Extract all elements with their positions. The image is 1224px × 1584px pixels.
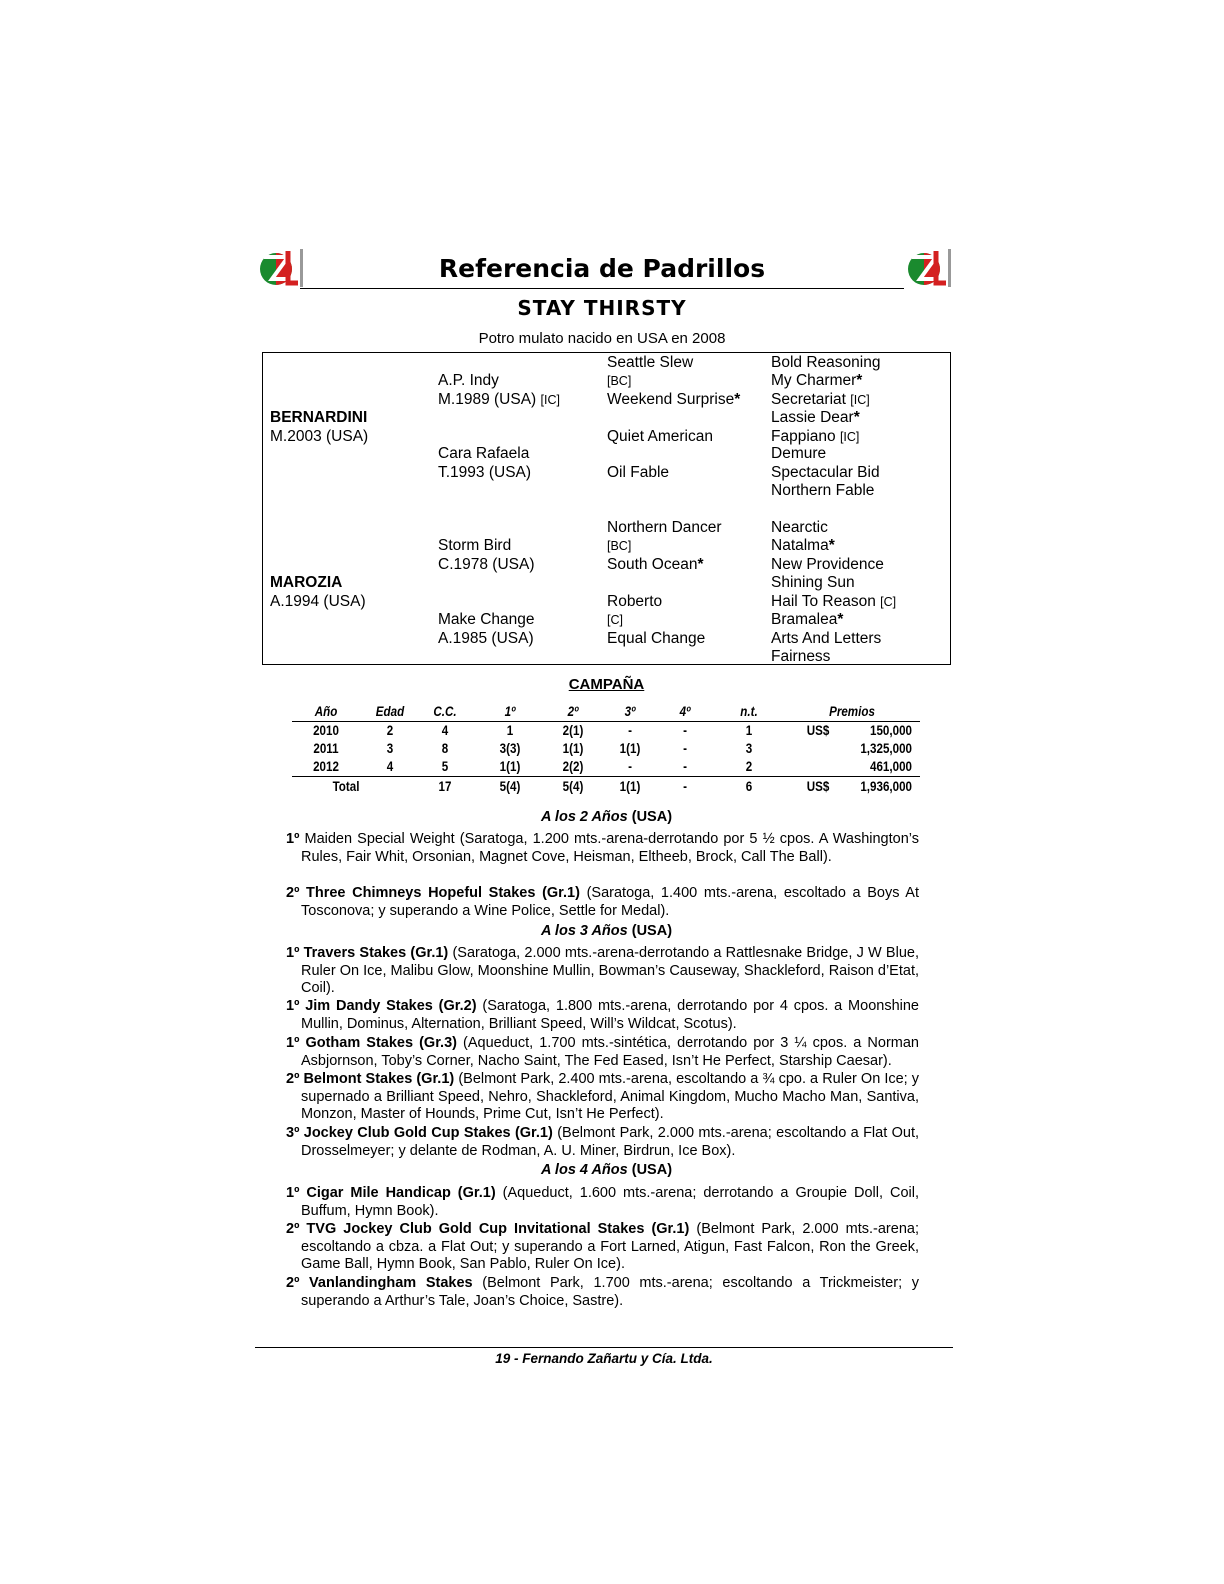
campaign-cell: US$ bbox=[806, 723, 830, 738]
g4-name: Bold Reasoning bbox=[771, 354, 881, 371]
race-name: Jockey Club Gold Cup Stakes (Gr.1) bbox=[303, 1125, 553, 1141]
campaign-cell: C.C. bbox=[433, 704, 457, 719]
campaign-cell: 1(1) bbox=[499, 759, 521, 774]
dam-sire-info: C.1978 (USA) bbox=[438, 556, 535, 573]
header-divider bbox=[300, 288, 904, 289]
campaign-cell: 461,000 bbox=[870, 759, 912, 774]
g4-name: Spectacular Bid bbox=[771, 464, 880, 481]
race-place: 1º bbox=[286, 831, 300, 847]
race-entry bbox=[286, 1125, 919, 1160]
g4-name: Nearctic bbox=[771, 519, 828, 536]
campaign-cell: 1(1) bbox=[619, 741, 641, 756]
campaign-cell: - bbox=[683, 759, 687, 774]
race-details: (Aqueduct, 1.600 mts.-arena; derrotando a Groupie Doll, Coil, Buffum, Hymn Book). bbox=[301, 1185, 920, 1219]
campaign-cell: Premios bbox=[829, 704, 875, 719]
race-place: 1º bbox=[286, 1185, 300, 1201]
race-entry bbox=[286, 998, 919, 1033]
section-age: A los 2 Años bbox=[540, 809, 628, 825]
section-title bbox=[262, 809, 951, 825]
sire-sire-name: A.P. Indy bbox=[438, 372, 499, 389]
campaign-cell: 2 bbox=[745, 759, 753, 774]
campaign-title: CAMPAÑA bbox=[568, 676, 645, 693]
section-country: (USA) bbox=[631, 809, 673, 825]
campaign-cell: 4 bbox=[386, 759, 394, 774]
campaign-cell: 5(4) bbox=[499, 779, 521, 794]
campaign-cell: - bbox=[683, 779, 687, 794]
race-details: Maiden Special Weight (Saratoga, 1.200 mts.-arena-derrotando por 5 ½ cpos. A Washington’s Rules, Fair Whit, Orsonian, Magnet Cove, Heisman, Eltheeb, Brock, Call The Ball). bbox=[301, 831, 919, 865]
campaign-cell: Año bbox=[314, 704, 338, 719]
campaign-cell: Edad bbox=[375, 704, 405, 719]
g4-name: Arts And Letters bbox=[771, 630, 882, 647]
sire-dam-name: Cara Rafaela bbox=[438, 445, 530, 462]
campaign-cell: 5(4) bbox=[562, 779, 584, 794]
dam-dam-info: A.1985 (USA) bbox=[438, 630, 534, 647]
campaign-cell: 1(1) bbox=[619, 779, 641, 794]
campaign-cell: n.t. bbox=[740, 704, 758, 719]
race-entry bbox=[286, 885, 919, 920]
footer-text: 19 - Fernando Zañartu y Cía. Ltda. bbox=[495, 1351, 713, 1366]
g3-tag: [BC] bbox=[607, 539, 632, 553]
race-name: TVG Jockey Club Gold Cup Invitational Stakes (Gr.1) bbox=[306, 1221, 690, 1237]
race-place: 1º bbox=[286, 945, 300, 961]
horse-name: STAY THIRSTY bbox=[517, 296, 687, 320]
g3-name: Weekend Surprise* bbox=[607, 391, 741, 408]
g3-name: Quiet American bbox=[607, 428, 713, 445]
section-title bbox=[262, 923, 951, 939]
footer-divider bbox=[255, 1347, 953, 1348]
race-place: 2º bbox=[286, 885, 300, 901]
campaign-header-rule bbox=[292, 721, 920, 722]
g3-name: Roberto bbox=[607, 593, 663, 610]
campaign-cell: 2010 bbox=[313, 723, 339, 738]
page-title: Referencia de Padrillos bbox=[438, 254, 766, 283]
race-place: 1º bbox=[286, 998, 300, 1014]
campaign-total-rule bbox=[292, 776, 920, 777]
race-entry bbox=[286, 1071, 919, 1124]
race-name: Gotham Stakes (Gr.3) bbox=[305, 1035, 457, 1051]
campaign-cell: 150,000 bbox=[870, 723, 912, 738]
section-age: A los 3 Años bbox=[540, 923, 628, 939]
section-title bbox=[262, 1162, 951, 1178]
g4-name: Fairness bbox=[771, 648, 831, 665]
g4-name: Hail To Reason [C] bbox=[771, 593, 897, 610]
campaign-cell: 1(1) bbox=[562, 741, 584, 756]
dam-info: A.1994 (USA) bbox=[270, 593, 366, 610]
g4-name: My Charmer* bbox=[771, 372, 863, 389]
g3-name: South Ocean* bbox=[607, 556, 704, 573]
g4-name: Fappiano [IC] bbox=[771, 428, 860, 445]
campaign-cell: 4 bbox=[441, 723, 449, 738]
campaign-cell: - bbox=[628, 759, 632, 774]
campaign-cell: 6 bbox=[745, 779, 753, 794]
sire-name: BERNARDINI bbox=[270, 409, 368, 426]
section-age: A los 4 Años bbox=[540, 1162, 628, 1178]
g4-name: Northern Fable bbox=[771, 482, 875, 499]
g3-name: Equal Change bbox=[607, 630, 706, 647]
campaign-cell: 8 bbox=[441, 741, 449, 756]
race-entry bbox=[286, 1185, 919, 1220]
race-details: (Belmont Park, 2.000 mts.-arena; escoltando a cbza. a Flat Out; y superando a Fort Larned, Atigun, Fast Falcon, Ron the Greek, Game Ball, Hymn Book, San Pablo, Ruler On Ice). bbox=[301, 1221, 919, 1272]
g3-tag: [C] bbox=[607, 613, 623, 627]
campaign-cell: 3 bbox=[745, 741, 753, 756]
sire-info: M.2003 (USA) bbox=[270, 428, 369, 445]
race-name: Jim Dandy Stakes (Gr.2) bbox=[305, 998, 477, 1014]
campaign-cell: 17 bbox=[438, 779, 452, 794]
race-place: 2º bbox=[286, 1275, 300, 1291]
dam-dam-name: Make Change bbox=[438, 611, 535, 628]
g4-name: Bramalea* bbox=[771, 611, 844, 628]
g4-name: Demure bbox=[771, 445, 827, 462]
logo-right bbox=[906, 243, 956, 293]
campaign-cell: 2012 bbox=[313, 759, 339, 774]
section-country: (USA) bbox=[631, 1162, 673, 1178]
campaign-cell: 3(3) bbox=[499, 741, 521, 756]
race-entry bbox=[286, 831, 919, 866]
g3-tag: [BC] bbox=[607, 374, 632, 388]
campaign-cell: US$ bbox=[806, 779, 830, 794]
race-name: Belmont Stakes (Gr.1) bbox=[303, 1071, 455, 1087]
race-name: Vanlandingham Stakes bbox=[309, 1275, 473, 1291]
campaign-cell: Total bbox=[332, 779, 360, 794]
campaign-cell: 2º bbox=[567, 704, 579, 719]
race-details: (Belmont Park, 2.400 mts.-arena, escoltando a ¾ cpo. a Ruler On Ice; y supernado a Brilliant Speed, Nehro, Shackleford, Animal Kingdom, Mucho Macho Man, Santiva, Monzon, Master of Hounds, Prime Cut, Isn’t He Perfect). bbox=[301, 1071, 920, 1122]
g4-name: New Providence bbox=[771, 556, 884, 573]
campaign-cell: 5 bbox=[441, 759, 449, 774]
race-entry bbox=[286, 1035, 919, 1070]
race-name: Cigar Mile Handicap (Gr.1) bbox=[306, 1185, 496, 1201]
campaign-cell: - bbox=[683, 723, 687, 738]
race-place: 2º bbox=[286, 1071, 300, 1087]
campaign-cell: - bbox=[628, 723, 632, 738]
race-details: (Aqueduct, 1.700 mts.-sintética, derrotando por 3 ¼ cpos. a Norman Asbjornson, Toby’s Corner, Nacho Saint, The Fed Eased, Isn’t He Perfect, Starship Caesar). bbox=[301, 1035, 919, 1069]
campaign-cell: 1,936,000 bbox=[860, 779, 912, 794]
race-details: (Saratoga, 1.800 mts.-arena, derrotando por 4 cpos. a Moonshine Mullin, Dominus, Alternation, Brilliant Speed, Will’s Wildcat, Scotus). bbox=[301, 998, 919, 1032]
campaign-cell: 1º bbox=[504, 704, 516, 719]
race-entry bbox=[286, 1275, 919, 1310]
race-place: 1º bbox=[286, 1035, 300, 1051]
race-entry bbox=[286, 945, 919, 998]
race-name: Three Chimneys Hopeful Stakes (Gr.1) bbox=[306, 885, 580, 901]
sire-sire-info: M.1989 (USA) [IC] bbox=[438, 391, 560, 408]
horse-description: Potro mulato nacido en USA en 2008 bbox=[478, 330, 726, 347]
race-details: (Belmont Park, 2.000 mts.-arena; escoltando a Flat Out, Drosselmeyer; y delante de Rodman, A. U. Miner, Birdrun, Ice Box). bbox=[301, 1125, 920, 1159]
race-entry bbox=[286, 1221, 919, 1274]
g4-name: Natalma* bbox=[771, 537, 835, 554]
section-country: (USA) bbox=[631, 923, 673, 939]
g4-name: Secretariat [IC] bbox=[771, 391, 870, 408]
g3-name: Seattle Slew bbox=[607, 354, 694, 371]
race-name: Travers Stakes (Gr.1) bbox=[303, 945, 449, 961]
campaign-cell: - bbox=[683, 741, 687, 756]
race-details: (Saratoga, 2.000 mts.-arena-derrotando a Rattlesnake Bridge, J W Blue, Ruler On Ice, Malibu Glow, Moonshine Mullin, Bowman’s Causeway, Shackleford, Raison d’Etat, Coil). bbox=[301, 945, 919, 996]
campaign-cell: 3 bbox=[386, 741, 394, 756]
campaign-cell: 3º bbox=[624, 704, 636, 719]
g4-name: Shining Sun bbox=[771, 574, 855, 591]
campaign-cell: 2(1) bbox=[562, 723, 584, 738]
campaign-cell: 4º bbox=[679, 704, 691, 719]
g3-name: Northern Dancer bbox=[607, 519, 722, 536]
race-details: (Saratoga, 1.400 mts.-arena, escoltado a Boys At Tosconova; y superando a Wine Police, Settle for Medal). bbox=[301, 885, 920, 919]
race-place: 3º bbox=[286, 1125, 300, 1141]
dam-name: MAROZIA bbox=[270, 574, 343, 591]
sire-dam-info: T.1993 (USA) bbox=[438, 464, 532, 481]
g4-name: Lassie Dear* bbox=[771, 409, 860, 426]
campaign-cell: 2 bbox=[386, 723, 394, 738]
campaign-cell: 2011 bbox=[313, 741, 339, 756]
campaign-cell: 1 bbox=[506, 723, 514, 738]
campaign-cell: 2(2) bbox=[562, 759, 584, 774]
dam-sire-name: Storm Bird bbox=[438, 537, 512, 554]
race-details: (Belmont Park, 1.700 mts.-arena; escoltando a Trickmeister; y superando a Arthur’s Tale, Joan’s Choice, Sastre). bbox=[301, 1275, 920, 1309]
campaign-cell: 1 bbox=[745, 723, 753, 738]
g3-name: Oil Fable bbox=[607, 464, 670, 481]
campaign-cell: 1,325,000 bbox=[860, 741, 912, 756]
race-place: 2º bbox=[286, 1221, 300, 1237]
